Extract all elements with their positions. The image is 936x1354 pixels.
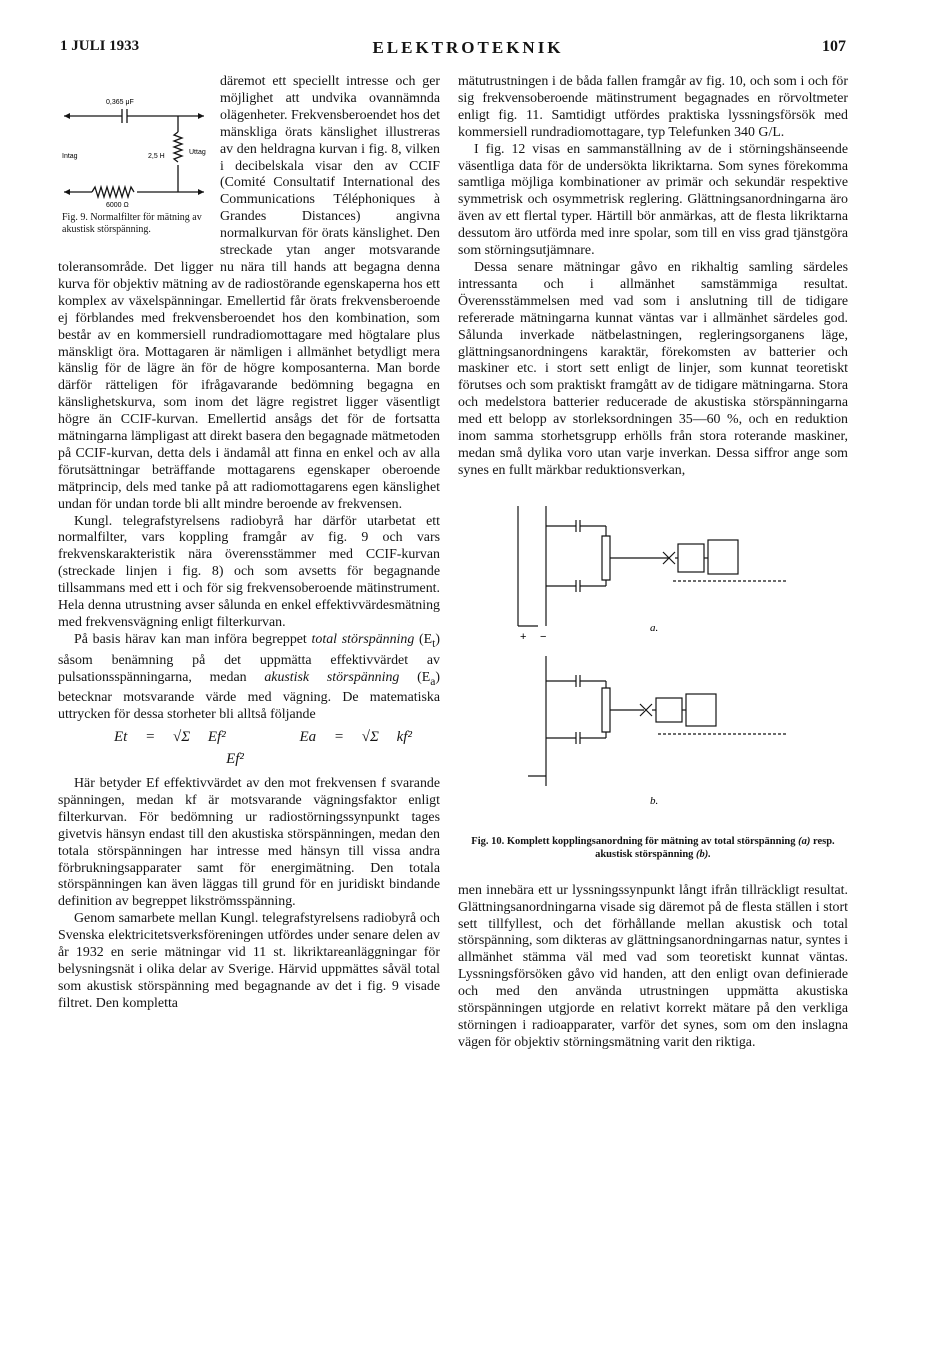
right-paragraph-1: mätutrustningen i de båda fallen framgår av fig. 10, och som i och för sig frekvensoberoende mätinstrument begagnades en rörvoltmeter enligt fig. 11. Samtidigt utfördes praktiska lyssningsförsök med kommersiell rundradiomottagare, typ Telefunken 340 G/L. xyxy=(458,74,848,140)
figure-9-circuit-diagram xyxy=(58,74,214,212)
right-paragraph-3: Dessa senare mätningar gåvo en rikhaltig samling särdeles intressanta och i allmänhet samstämmiga resultat. Överensstämmelsen med vad som i anslutning till de tidigare refererade mätningarna kunnat väntas var i allmänhet särdeles god. Sålunda inverkade nätbelastningen, regleringsorganens läge, glättningsanordningens karaktär, förekomsten av batterier och maskiner etc. i stort sett enligt de linjer, som kunnat teoretiskt förutses och som praktiskt framgått av de tidigare mätningarna. Stora och medelstora batterier reducerade de akustiska störspänningarna med ett belopp av storleksordningen 35—60 %, och en reduktion inom samma storhetsgrupp erhölls från stora roterande maskiner, medan små dylika voro utan varje inverkan. Dessa siffror ange som synes en fullt märkbar reduktionsverkan, xyxy=(458,259,848,478)
formula-acoustic: Ea = √Σ kf² Ef² xyxy=(226,729,412,767)
fig9-resistor-label: 6000 Ω xyxy=(106,202,129,209)
left-paragraph-5: Genom samarbete mellan Kungl. telegrafstyrelsens radiobyrå och Svenska elektricitetsverksföreningen utfördes under senare delen av år 1932 en serie mätningar vid 11 st. likriktareanläggningar för belysningsnät i olika delar av Sverige. Härvid uppmättes såväl total som akustisk störspänning med begagnande av det i fig. 9 visade filtret. Den kompletta xyxy=(58,911,440,1011)
fig10-minus-label: − xyxy=(540,630,547,643)
figure-10 xyxy=(458,486,848,831)
left-column xyxy=(58,74,440,1013)
left-paragraph-1: däremot ett speciellt intresse och ger möjlighet att undvika ovannämnda olägenheter. Frekvensberoendet hos det mänskliga örats känslighet illustreras av den heldragna kurvan i fig. 8, vilken i decibelskala visar den av CCIF (Comité Consultatif International des Communications Téléphoniques à Grandes Distances) angivna normalkurvan för örats känslighet. Den streckade ytan anger motsvarande toleransområde. Det ligger nu nära till hands att begagna denna kurva för objektiv mätning av de radiostörande egenskaperna hos ett komplex av växelspänningar. Emellertid får örats frekvensberoende ej förblandes med frekvensberoendet hos den kombination, som består av en kommersiell rundradiomottagare med högtalare plus mänskligt öra. Mottagaren är nämligen i allmänhet betydligt mera känslig för de lägre än för de högre komposanterna. Man borde därför rätteligen för ifrågavarande bedömning begagna en känslighetskurva, som inom det lägre registret ligger väsentligt högre än CCIF-kurvan. Emellertid ansågs det för de fortsatta mätningarna lämpligast att direkt basera den begagnade mätmetoden på CCIF-kurvan, detta dels i ändamål att finna en enkel och av alla förutsättningar beträffande mottagarens egenskaper oberoende mätprincip, dels med tanke på att radiomottagarens egen känslighet undan för undan torde bli allt mindre beroende av frekvensen. xyxy=(58,74,440,512)
left-paragraph-3: På basis härav kan man införa begreppet total störspänning $(E_t)$ såsom benämning på det uppmätta effektivvärdet av pulsationsspänningarna, medan akustisk störspänning $(E_a)$ betecknar motsvarande värde med vägning. De matematiska uttrycken för dessa storheter bli alltså följande xyxy=(58,631,440,723)
page-number: 107 xyxy=(822,38,846,55)
formula-total: Et = √Σ Ef² xyxy=(114,729,226,745)
right-paragraph-2: I fig. 12 visas en sammanställning av de i störningshänseende väsentliga data för de undersökta likriktarna. Som synes förekomma samtliga möjliga kombinationer av primär och sekundär respektive symmetrisk och osymmetrisk reglering. Glättningsanordningarna äro även av ett flertal typer. Härtill bör anmärkas, att de flesta likriktarna dessutom äro utförda med inre spolar, som till en viss grad tjänstgöra som störningsutjämnare. xyxy=(458,141,848,259)
left-paragraph-2: Kungl. telegrafstyrelsens radiobyrå har därför utarbetat ett normalfilter, vars koppling framgår av fig. 9 och vars frekvenskarakteristik nära överensstämmer med CCIF-kurvan (streckade linjen i fig. 8) och som avsetts för begagnande tillsammans med ett i och för sig frekvensoberoende mätinstrument. Hela denna utrustning avser sålunda en enkel effektivvärdesmätning med frekvensvägning enligt filterkurvan. xyxy=(58,513,440,630)
figure-9 xyxy=(58,74,214,252)
figure-10-caption: Fig. 10. Komplett kopplingsanordning för mätning av total störspänning (a) resp. akustisk störspänning (b). xyxy=(471,835,835,860)
fig10-plus-label: + xyxy=(520,630,527,643)
fig9-inductor-label: 2,5 H xyxy=(148,153,165,160)
fig9-capacitor-label: 0,365 μF xyxy=(106,99,134,106)
fig9-input-label: Intag xyxy=(62,153,78,160)
fig10-label-a: a. xyxy=(650,621,659,634)
left-paragraph-4: Här betyder Ef effektivvärdet av den mot frekvensen f svarande spänningen, medan kf är motsvarande vägningsfaktor enligt filterkurvan. För bedömning ur radiostörningssynpunkt tages givetvis hänsyn endast till den akustiska störspänningen, medan den totala störspänningen har intresse med hänsyn till vissa andra förbrukningsapparater samt för energimätning. Den totala störspänningen kan även läggas till grund för en juridiskt bindande definition av begreppet likströmsspänning. xyxy=(58,776,440,910)
right-column xyxy=(458,74,848,1052)
fig9-output-label: Uttag xyxy=(189,149,206,156)
fig10-label-b: b. xyxy=(650,794,659,807)
figure-9-caption: Fig. 9. Normalfilter för mätning av akustisk störspänning. xyxy=(62,212,202,235)
figure-10-circuit-diagrams xyxy=(458,486,848,831)
right-paragraph-4: men innebära ett ur lyssningssynpunkt långt ifrån tillräckligt resultat. Glättningsanordningarna visade sig däremot på de flesta ställen i stort sett tillfyllest, och det förhållande mellan akustisk och total störspänning, som dikteras av glättningsanordningarnas natur, syntes i allmänhet stämma väl med vad som teoretiskt kunnat väntas. Lyssningsförsöken gåvo vid handen, att den enligt ovan definierade och med den använda utrustningen uppmätta akustiska störspänningen utgjorde en relativt korrekt mätare på den verkliga störningen i radioapparater, varför det synes, som om den inslagna vägen för objektiv störningsmätning varit den riktiga. xyxy=(458,882,848,1050)
header-date: 1 JULI 1933 xyxy=(60,38,140,54)
formula-block xyxy=(58,726,440,770)
journal-title: ELEKTROTEKNIK xyxy=(372,38,564,57)
